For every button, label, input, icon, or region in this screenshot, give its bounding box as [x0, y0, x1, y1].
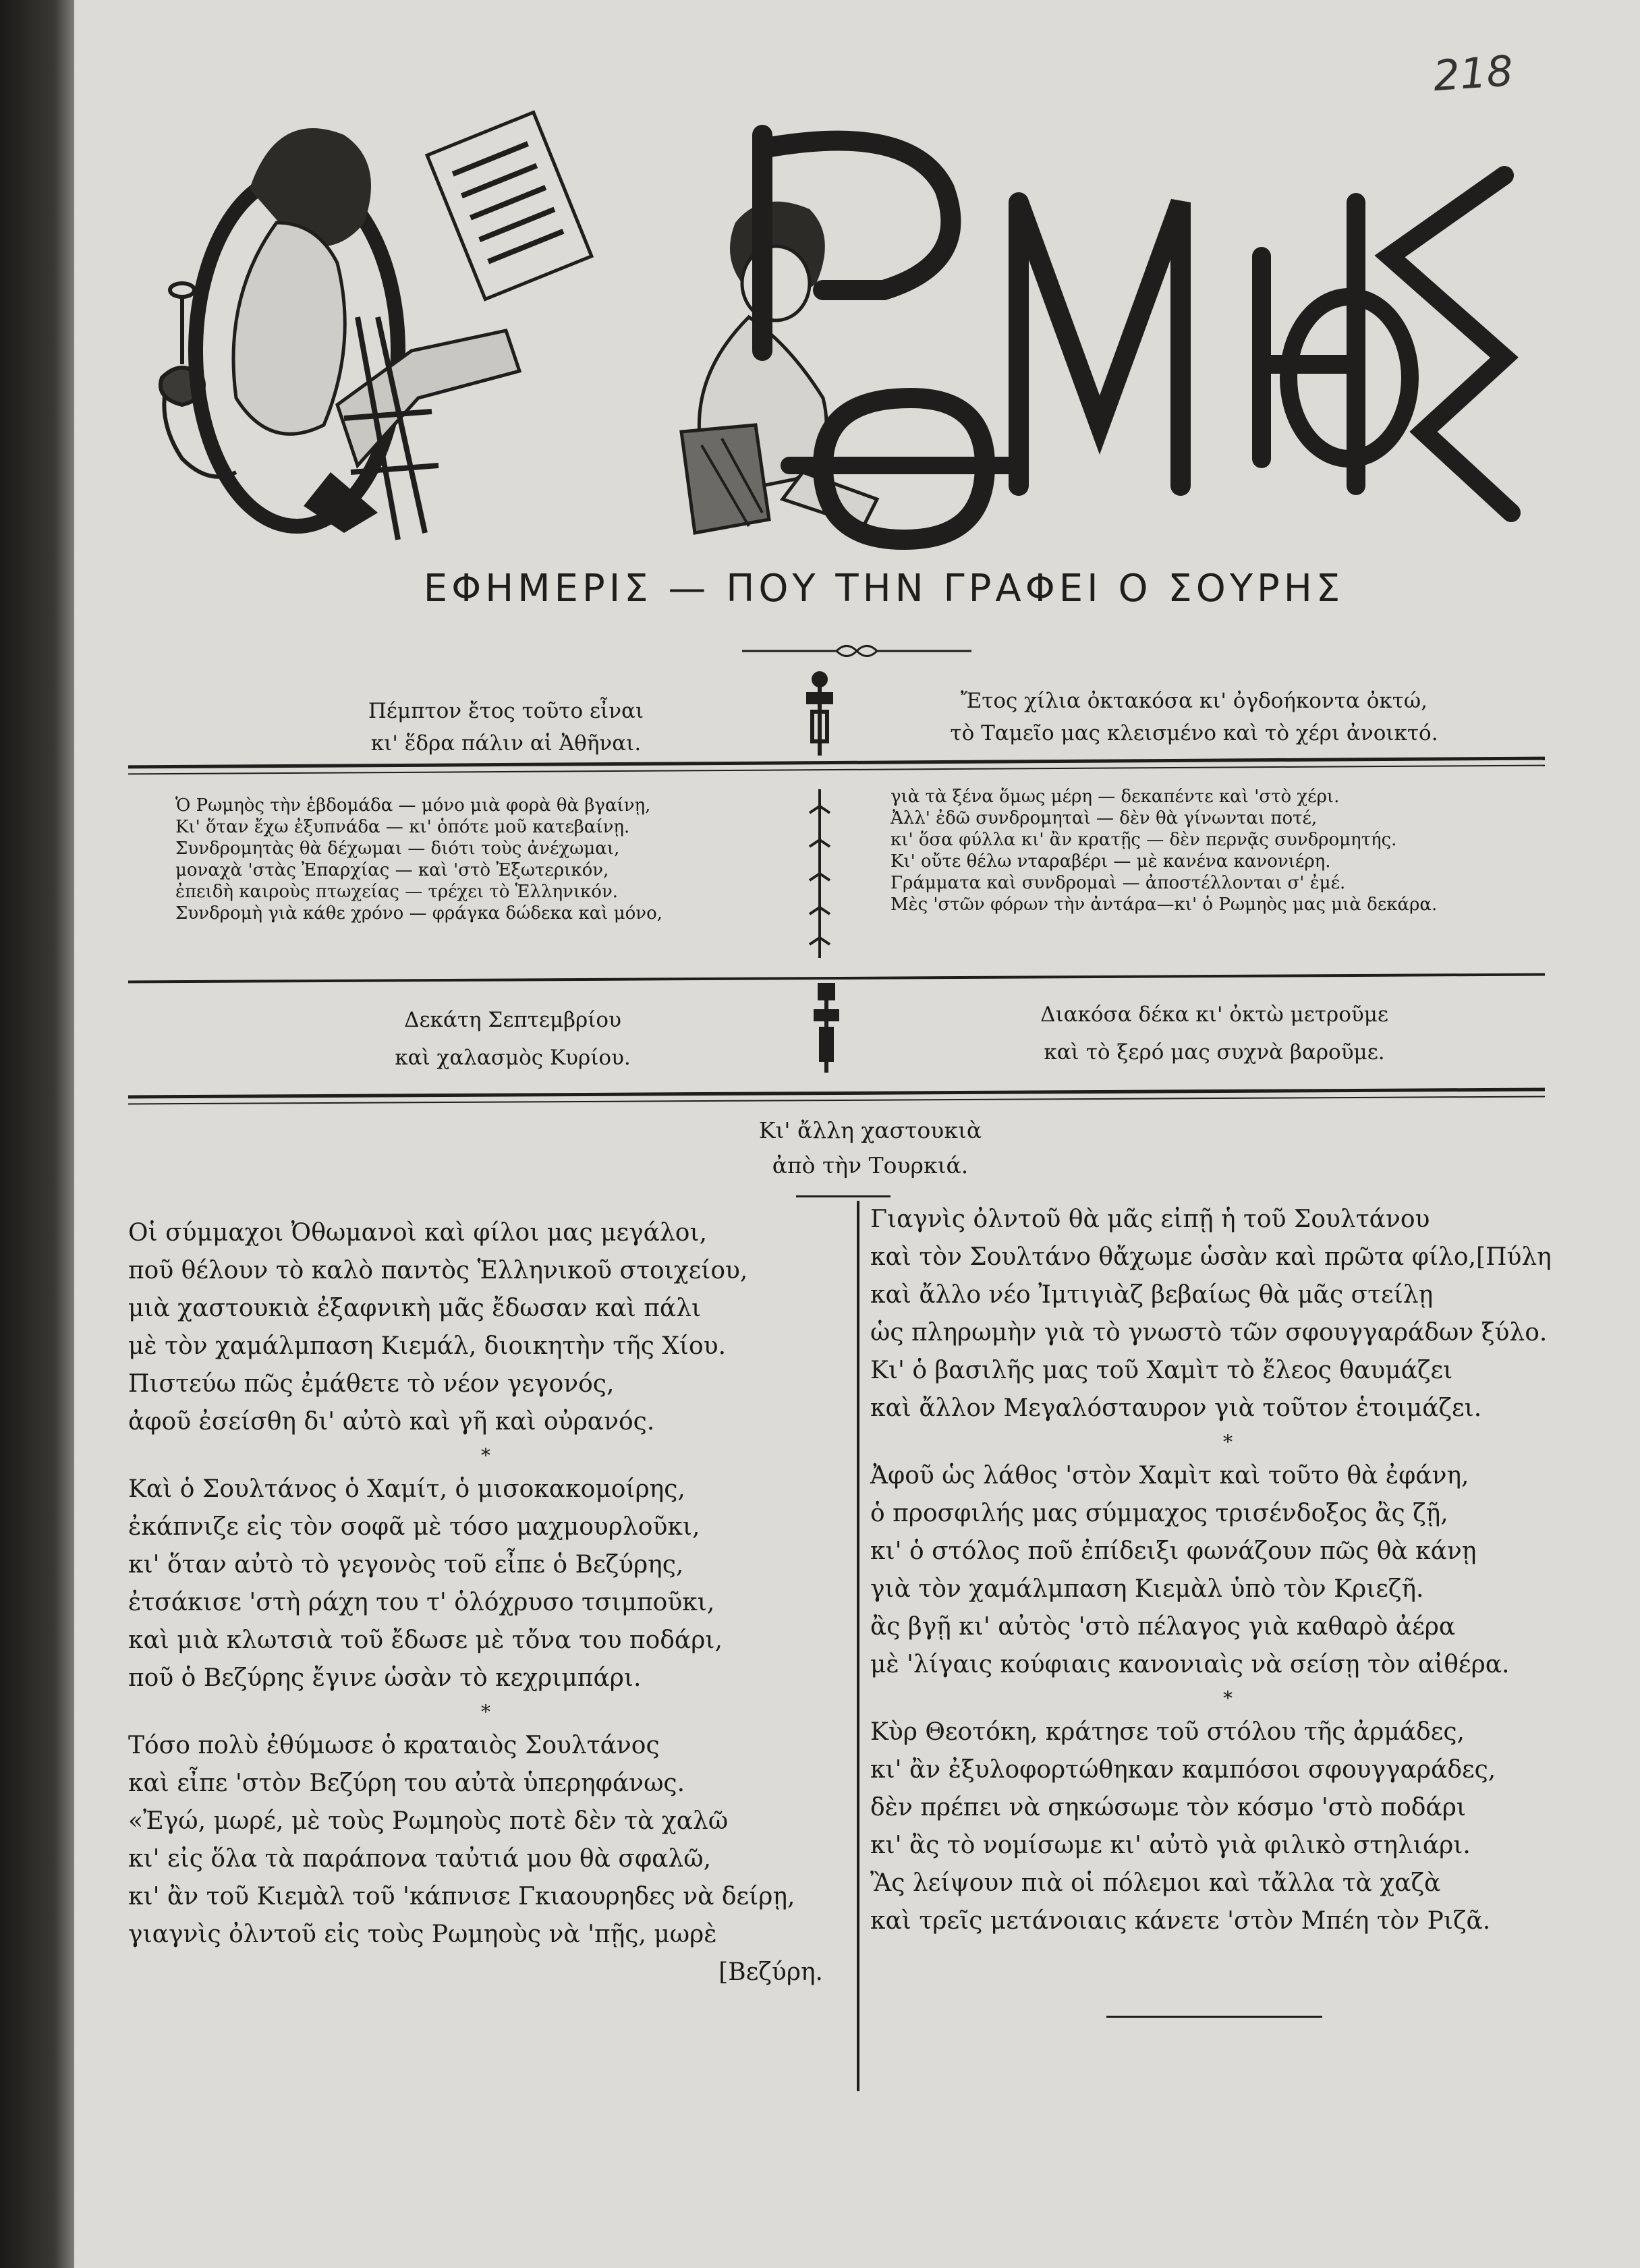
header-line: Δεκάτη Σεπτεμβρίου — [404, 1008, 621, 1032]
verse-line: μιὰ χαστουκιὰ ἐξαφνικὴ μᾶς ἔδωσαν καὶ πάλι — [128, 1295, 702, 1322]
verse-line: καὶ εἶπε 'στὸν Βεζύρη του αὐτὰ ὑπερηφάνως. — [128, 1769, 685, 1797]
verse-line: γιαγνὶς ὀλντοῦ εἰς τοὺς Ρωμηοὺς νὰ 'πῇς, μωρὲ — [128, 1921, 717, 1948]
header-row1-right — [857, 685, 1531, 752]
poem-line: ἐπειδὴ καιροὺς πτωχείας — τρέχει τὸ Ἑλληνικόν. — [175, 882, 619, 902]
header-row3-left — [277, 1004, 749, 1078]
header-dagger-ornament — [796, 671, 843, 759]
header-line: κι' ἕδρα πάλιν αἱ Ἀθῆναι. — [370, 731, 642, 756]
verse-line: ποῦ θέλουν τὸ καλὸ παντὸς Ἑλληνικοῦ στοιχείου, — [128, 1257, 748, 1284]
section-separator-star: * — [1223, 1431, 1233, 1453]
column-divider — [857, 1201, 859, 2091]
section-separator-star: * — [1223, 1687, 1233, 1709]
poem-line: Γράμματα καὶ συνδρομαὶ — ἀποστέλλονται σ' ἐμέ. — [890, 873, 1346, 893]
header-poem-right — [890, 786, 1565, 961]
verse-line: μὲ τὸν χαμάλμπαση Κιεμάλ, διοικητὴν τῆς Χίου. — [128, 1332, 727, 1360]
verse-line: καὶ τὸν Σουλτάνο θἄχωμε ὡσὰν καὶ πρῶτα φίλο,[Πύλη — [870, 1243, 1552, 1271]
header-line: καὶ τὸ ξερό μας συχνὰ βαροῦμε. — [1044, 1040, 1385, 1065]
header-line: Ἔτος χίλια ὀκτακόσα κι' ὀγδοήκοντα ὀκτώ, — [960, 689, 1428, 713]
verse-line: Γιαγνὶς ὀλντοῦ θὰ μᾶς εἰπῇ ἡ τοῦ Σουλτάνου — [870, 1206, 1430, 1233]
verse-line: κι' εἰς ὅλα τὰ παράπονα ταὐτιά μου θὰ σφαλῶ, — [128, 1845, 712, 1873]
verse-line: καὶ τρεῖς μετάνοιαις κάνετε 'στὸν Μπέη τὸν Ριζᾶ. — [870, 1907, 1491, 1935]
poem-line: Συνδρομητὰς θὰ δέχωμαι — διότι τοὺς ἀνέχωμαι, — [175, 839, 620, 859]
section-separator-star: * — [481, 1701, 490, 1723]
article-title-line: Κι' ἄλλη χαστουκιὰ — [758, 1117, 982, 1143]
section-separator-star: * — [481, 1444, 490, 1467]
verse-line: Τόσο πολὺ ἐθύμωσε ὁ κραταιὸς Σουλτάνος — [128, 1732, 660, 1759]
verse-line: Ἂς λείψουν πιὰ οἱ πόλεμοι καὶ τἄλλα τὰ χαζὰ — [870, 1869, 1441, 1897]
header-row3-right — [911, 998, 1518, 1073]
verse-line: μὲ 'λίγαις κούφιαις κανονιαὶς νὰ σείσῃ τὸν αἰθέρα. — [870, 1651, 1510, 1678]
verse-line: ποῦ ὁ Βεζύρης ἔγινε ὡσὰν τὸ κεχριμπάρι. — [128, 1664, 642, 1692]
verse-line: κι' ὅταν αὐτὸ τὸ γεγονὸς τοῦ εἶπε ὁ Βεζύρης, — [128, 1551, 684, 1579]
header-line: καὶ χαλασμὸς Κυρίου. — [395, 1046, 631, 1070]
seated-man-illustration — [196, 113, 592, 540]
masthead-logo — [74, 0, 1640, 580]
article-title — [681, 1113, 1059, 1187]
verse-line: «Ἐγώ, μωρέ, μὲ τοὺς Ρωμηοὺς ποτὲ δὲν τὰ χαλῶ — [128, 1807, 729, 1835]
verse-line: Καὶ ὁ Σουλτάνος ὁ Χαμίτ, ὁ μισοκακομοίρης, — [128, 1475, 685, 1503]
verse-line: Κὺρ Θεοτόκη, κράτησε τοῦ στόλου τῆς ἀρμάδες, — [870, 1718, 1465, 1746]
article-end-rule — [1106, 2016, 1322, 2018]
verse-line: ἀφοῦ ἐσείσθη δι' αὐτὸ καὶ γῆ καὶ οὐρανός. — [128, 1408, 655, 1436]
poem-line: Συνδρομὴ γιὰ κάθε χρόνο — φράγκα δώδεκα καὶ μόνο, — [175, 903, 663, 924]
verse-line: Πιστεύω πῶς ἐμάθετε τὸ νέον γεγονός, — [128, 1370, 615, 1398]
masthead — [74, 0, 1640, 580]
boy-illustration — [681, 202, 877, 533]
verse-line: Οἱ σύμμαχοι Ὀθωμανοὶ καὶ φίλοι μας μεγάλοι, — [128, 1219, 708, 1247]
poem-vine-ornament — [803, 786, 837, 961]
newspaper-page — [74, 0, 1640, 2268]
header-line: τὸ Ταμεῖο μας κλεισμένο καὶ τὸ χέρι ἀνοικτό. — [950, 721, 1438, 745]
verse-line: Κι' ὁ βασιλῆς μας τοῦ Χαμὶτ τὸ ἔλεος θαυμάζει — [870, 1357, 1453, 1384]
article-right-column — [870, 1201, 1585, 2010]
poem-line: γιὰ τὰ ξένα ὅμως μέρη — δεκαπέντε καὶ 'στὸ χέρι. — [890, 787, 1340, 807]
verse-line: κι' ἂν τοῦ Κιεμὰλ τοῦ 'κάπνισε Γκιαουρηδες νὰ δείρῃ, — [128, 1883, 795, 1910]
header-line: Διακόσα δέκα κι' ὀκτὼ μετροῦμε — [1040, 1002, 1388, 1027]
verse-line: ἐτσάκισε 'στὴ ράχη του τ' ὁλόχρυσο τσιμποῦκι, — [128, 1589, 715, 1616]
header-row1-left — [229, 695, 783, 762]
poem-line: Κι' οὔτε θέλω νταραβέρι — μὲ κανένα κανονιέρη. — [890, 851, 1331, 872]
verse-line: κι' ὁ στόλος ποῦ ἐπίδειξι φωνάζουν πῶς θὰ κάνῃ — [870, 1537, 1477, 1565]
poem-line: κι' ὅσα φύλλα κι' ἂν κρατῇς — δὲν περνᾷς συνδρομητής. — [890, 830, 1397, 850]
title-rule — [796, 1195, 890, 1197]
verse-line: ἐκάπνιζε εἰς τὸν σοφᾶ μὲ τόσο μαχμουρλοῦκι, — [128, 1513, 700, 1541]
verse-line: γιὰ τὸν χαμάλμπαση Κιεμὰλ ὑπὸ τὸν Κριεζῆ. — [870, 1575, 1424, 1603]
verse-line: καὶ μιὰ κλωτσιὰ τοῦ ἔδωσε μὲ τὄνα του ποδάρι, — [128, 1626, 723, 1654]
header-line: Πέμπτον ἔτος τοῦτο εἶναι — [368, 699, 644, 723]
verse-line: καὶ ἄλλο νέο Ἰμτιγιὰζ βεβαίως θὰ μᾶς στείλῃ — [870, 1281, 1434, 1309]
poem-line: Ὁ Ρωμηὸς τὴν ἑβδομάδα — μόνο μιὰ φορὰ θὰ βγαίνῃ, — [175, 795, 651, 816]
verse-line: κι' ἂς τὸ νομίσωμε κι' αὐτὸ γιὰ φιλικὸ στηλιάρι. — [870, 1832, 1471, 1859]
verse-line: δὲν πρέπει νὰ σηκώσωμε τὸν κόσμο 'στὸ ποδάρι — [870, 1794, 1467, 1821]
header-poem-left — [175, 795, 783, 970]
article-left-column — [128, 1214, 843, 2091]
verse-line-continuation: [Βεζύρη. — [718, 1958, 823, 1986]
article-title-line: ἀπὸ τὴν Τουρκιά. — [772, 1152, 969, 1179]
poem-line: Κι' ὅταν ἔχω ἐξυπνάδα — κι' ὁπότε μοῦ κατεβαίνῃ. — [175, 817, 630, 837]
page-number-handwritten: 218 — [1432, 46, 1515, 101]
verse-line: ὁ προσφιλής μας σύμμαχος τρισένδοξος ἂς ζῇ, — [870, 1500, 1448, 1527]
verse-line: ἂς βγῇ κι' αὐτὸς 'στὸ πέλαγος γιὰ καθαρὸ ἀέρα — [870, 1613, 1456, 1641]
verse-line: κι' ἂν ἐξυλοφορτώθηκαν καμπόσοι σφουγγαράδες, — [870, 1756, 1496, 1784]
verse-line: ὡς πληρωμὴν γιὰ τὸ γνωστὸ τῶν σφουγγαράδων ξύλο. — [870, 1319, 1548, 1346]
verse-line: Ἀφοῦ ὡς λάθος 'στὸν Χαμὶτ καὶ τοῦτο θὰ ἐφάνη, — [870, 1462, 1469, 1490]
book-binding-edge — [0, 0, 78, 2268]
poem-line: Ἀλλ' ἐδῶ συνδρομηταὶ — δὲν θὰ γίνωνται ποτέ, — [890, 808, 1318, 828]
poem-line: Μὲς 'στῶν φόρων τὴν ἀντάρα—κι' ὁ Ρωμηὸς μας μιὰ δεκάρα. — [890, 895, 1438, 915]
masthead-subtitle: ΕΦΗΜΕΡΙΣ — ΠΟΥ ΤΗΝ ΓΡΑΦΕΙ Ο ΣΟΥΡΗΣ — [423, 567, 1345, 611]
subtitle-flourish — [735, 637, 978, 664]
masthead-title-lettering — [762, 135, 1511, 540]
verse-line: καὶ ἄλλον Μεγαλόσταυρον γιὰ τοῦτον ἑτοιμάζει. — [870, 1394, 1482, 1422]
poem-line: μοναχὰ 'στὰς Ἐπαρχίας — καὶ 'στὸ Ἐξωτερικόν, — [175, 860, 609, 880]
header-sword-ornament — [806, 982, 847, 1076]
